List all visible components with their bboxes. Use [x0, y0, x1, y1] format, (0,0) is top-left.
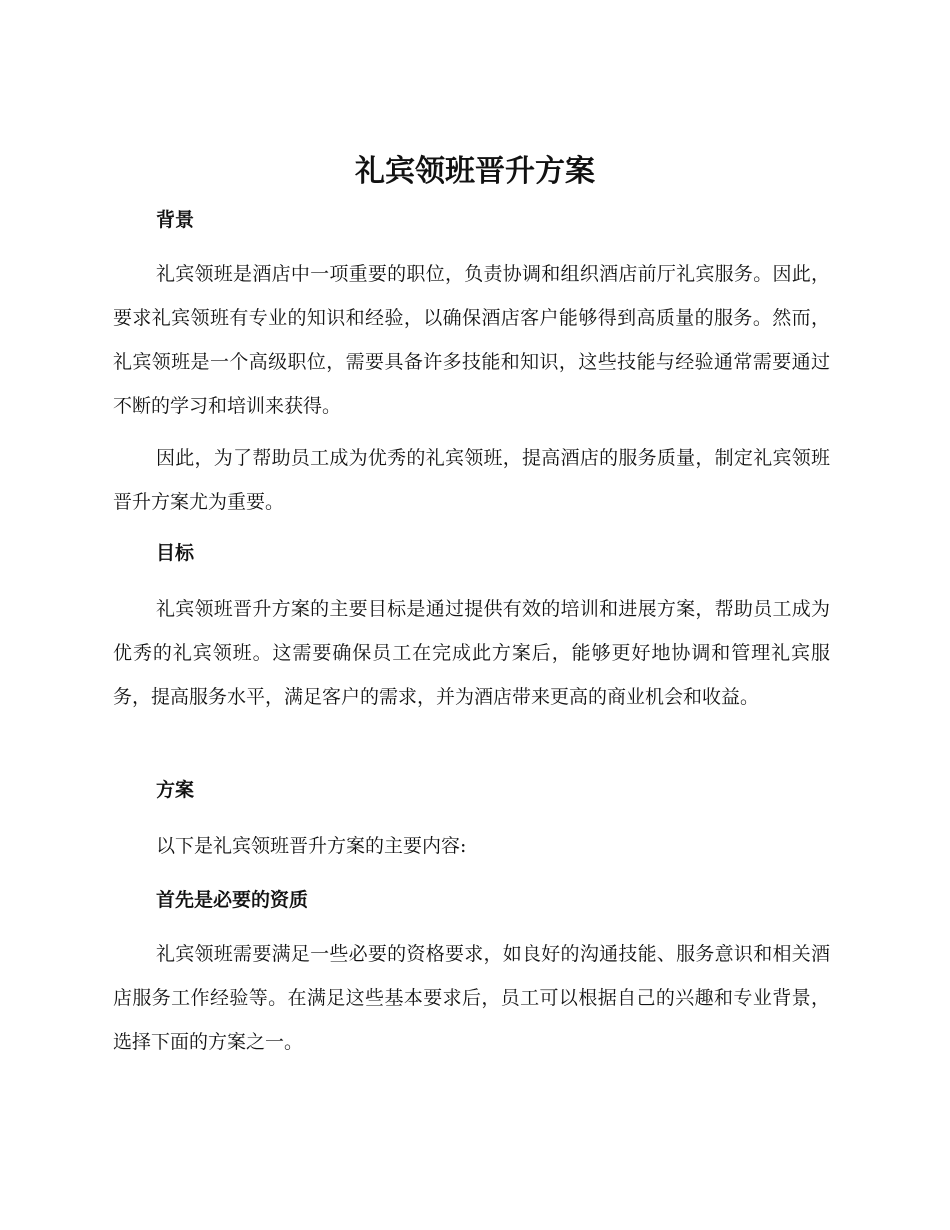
background-paragraph-2: 因此，为了帮助员工成为优秀的礼宾领班，提高酒店的服务质量，制定礼宾领班晋升方案尤为重要。 — [113, 447, 830, 513]
document-title: 礼宾领班晋升方案 — [355, 154, 595, 189]
goal-paragraph: 礼宾领班晋升方案的主要目标是通过提供有效的培训和进展方案，帮助员工成为优秀的礼宾领班。这需要确保员工在完成此方案后，能够更好地协调和管理礼宾服务，提高服务水平，满足客户的需求，并为酒店带来更高的商业机会和收益。 — [113, 598, 830, 708]
section-heading-qualifications: 首先是必要的资质 — [156, 889, 309, 911]
qualifications-paragraph: 礼宾领班需要满足一些必要的资格要求，如良好的沟通技能、服务意识和相关酒店服务工作经验等。在满足这些基本要求后，员工可以根据自己的兴趣和专业背景，选择下面的方案之一。 — [113, 943, 830, 1053]
plan-intro-paragraph: 以下是礼宾领班晋升方案的主要内容: — [156, 835, 467, 857]
section-heading-background: 背景 — [156, 209, 195, 231]
section-heading-plan: 方案 — [156, 779, 195, 801]
section-heading-goal: 目标 — [156, 542, 195, 564]
background-paragraph-1: 礼宾领班是酒店中一项重要的职位，负责协调和组织酒店前厅礼宾服务。因此，要求礼宾领班有专业的知识和经验，以确保酒店客户能够得到高质量的服务。然而，礼宾领班是一个高级职位，需要具备许多技能和知识，这些技能与经验通常需要通过不断的学习和培训来获得。 — [113, 263, 830, 417]
